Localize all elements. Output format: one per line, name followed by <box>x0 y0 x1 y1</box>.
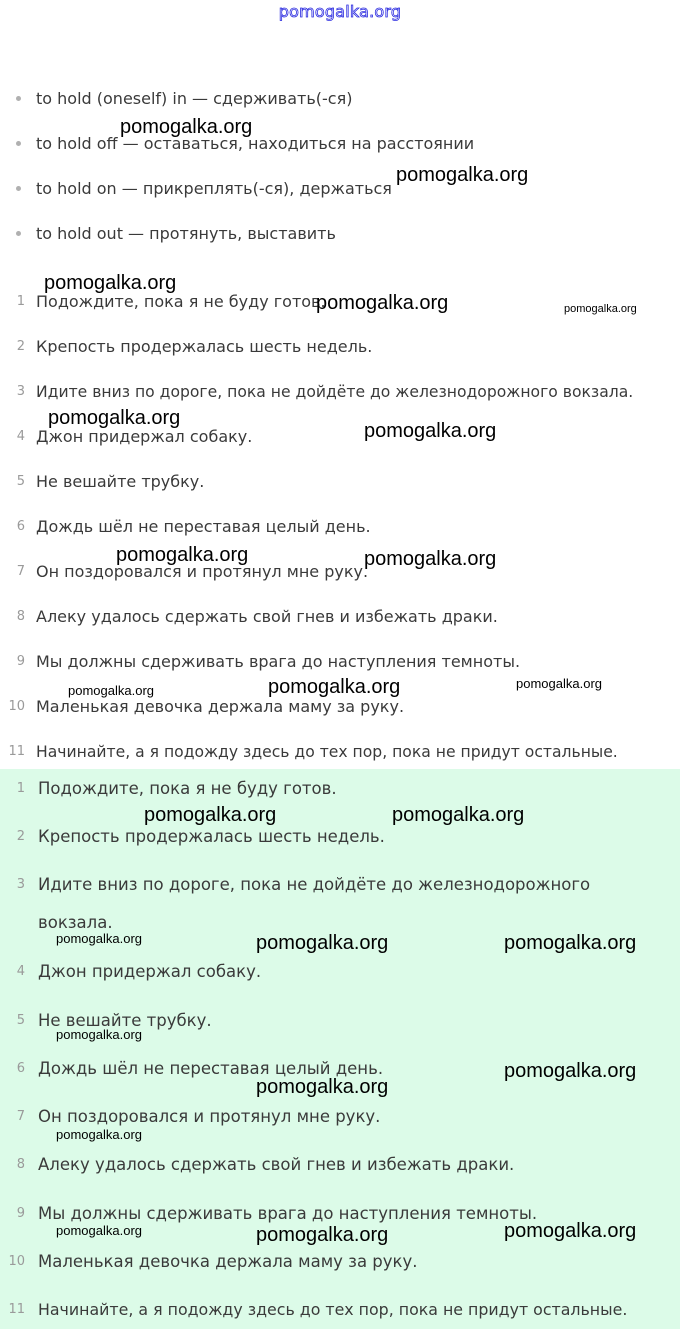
item-text: Алеку удалось сдержать свой гнев и избежать драки. <box>36 607 498 626</box>
item-text: Не вешайте трубку. <box>36 472 205 491</box>
item-text: Он поздоровался и протянул мне руку. <box>36 562 369 581</box>
watermark: pomogalka.org <box>116 544 249 566</box>
item-number: 11 <box>8 744 25 759</box>
watermark: pomogalka.org <box>68 683 154 698</box>
exercise-item <box>0 605 680 629</box>
item-number: 2 <box>16 339 25 354</box>
phrasal-verb-item <box>0 177 680 201</box>
phrasal-verb-text: to hold out — протянуть, выставить <box>36 224 336 243</box>
watermark: pomogalka.org <box>504 1220 637 1242</box>
watermark: pomogalka.org <box>56 1223 142 1238</box>
site-header <box>0 0 680 24</box>
watermark: pomogalka.org <box>56 1127 142 1142</box>
item-number: 5 <box>16 474 25 489</box>
item-text: Дождь шёл не переставая целый день. <box>38 1059 384 1078</box>
watermark: pomogalka.org <box>396 164 529 186</box>
item-text: Идите вниз по дороге, пока не дойдёте до железнодорожного вокзала. <box>36 383 634 401</box>
site-logo[interactable]: pomogalka.org <box>278 2 402 21</box>
item-text: Алеку удалось сдержать свой гнев и избежать драки. <box>38 1155 515 1174</box>
item-number: 2 <box>16 829 25 844</box>
item-text: Дождь шёл не переставая целый день. <box>36 517 371 536</box>
item-number: 11 <box>8 1302 25 1317</box>
item-text: Начинайте, а я подожду здесь до тех пор, пока не придут остальные. <box>38 1300 628 1319</box>
item-number: 7 <box>16 1109 25 1124</box>
item-number: 1 <box>16 781 25 796</box>
item-number: 3 <box>16 384 25 399</box>
exercise-item <box>0 515 680 539</box>
watermark: pomogalka.org <box>268 676 401 698</box>
item-text: Подождите, пока я не буду готов. <box>36 292 326 311</box>
item-text: Не вешайте трубку. <box>38 1011 212 1030</box>
phrasal-verb-item <box>0 87 680 111</box>
watermark: pomogalka.org <box>504 1060 637 1082</box>
item-number: 6 <box>16 1061 25 1076</box>
item-text: Идите вниз по дороге, пока не дойдёте до железнодорожного вокзала. <box>38 875 591 932</box>
item-number: 6 <box>16 519 25 534</box>
exercise-item <box>0 335 680 359</box>
watermark: pomogalka.org <box>144 804 277 826</box>
phrasal-verb-text: to hold (oneself) in — сдерживать(-ся) <box>36 89 353 108</box>
exercise-item <box>0 650 680 674</box>
item-number: 4 <box>16 964 25 979</box>
exercise-item <box>0 380 680 404</box>
bullet-dot-icon <box>16 96 21 101</box>
item-number: 10 <box>8 1254 25 1269</box>
item-text: Крепость продержалась шесть недель. <box>38 827 385 846</box>
item-text: Он поздоровался и протянул мне руку. <box>38 1107 381 1126</box>
item-number: 8 <box>16 609 25 624</box>
exercise-item <box>0 695 680 719</box>
item-number: 7 <box>16 564 25 579</box>
watermark: pomogalka.org <box>256 932 389 954</box>
watermark: pomogalka.org <box>256 1224 389 1246</box>
watermark: pomogalka.org <box>364 548 497 570</box>
exercise-item <box>0 560 680 584</box>
watermark: pomogalka.org <box>56 1027 142 1042</box>
watermark: pomogalka.org <box>392 804 525 826</box>
item-number: 4 <box>16 429 25 444</box>
item-text: Начинайте, а я подожду здесь до тех пор, пока не придут остальные. <box>36 743 618 761</box>
watermark: pomogalka.org <box>564 303 637 315</box>
watermark: pomogalka.org <box>44 272 177 294</box>
item-text: Маленькая девочка держала маму за руку. <box>38 1252 418 1271</box>
bullet-dot-icon <box>16 231 21 236</box>
exercise-item <box>0 470 680 494</box>
watermark: pomogalka.org <box>504 932 637 954</box>
item-text: Крепость продержалась шесть недель. <box>36 337 373 356</box>
phrasal-verb-item <box>0 222 680 246</box>
item-text: Маленькая девочка держала маму за руку. <box>36 697 405 716</box>
watermark: pomogalka.org <box>56 931 142 946</box>
watermark: pomogalka.org <box>316 292 449 314</box>
item-text: Мы должны сдерживать врага до наступления темноты. <box>36 652 521 671</box>
item-text: Мы должны сдерживать врага до наступления темноты. <box>38 1204 538 1223</box>
watermark: pomogalka.org <box>256 1076 389 1098</box>
item-number: 1 <box>16 294 25 309</box>
item-number: 9 <box>16 1206 25 1221</box>
phrasal-verb-text: to hold on — прикреплять(-ся), держаться <box>36 179 392 198</box>
item-number: 9 <box>16 654 25 669</box>
item-text: Подождите, пока я не буду готов. <box>38 779 337 798</box>
phrasal-verb-item <box>0 132 680 156</box>
watermark: pomogalka.org <box>48 407 181 429</box>
phrasal-verb-text: to hold off — оставаться, находиться на расстоянии <box>36 134 475 153</box>
item-number: 8 <box>16 1157 25 1172</box>
item-number: 5 <box>16 1013 25 1028</box>
item-text: Джон придержал собаку. <box>38 962 262 981</box>
exercise-item <box>0 740 680 764</box>
item-number: 10 <box>8 699 25 714</box>
watermark: pomogalka.org <box>120 116 253 138</box>
watermark: pomogalka.org <box>516 676 602 691</box>
item-number: 3 <box>16 877 25 892</box>
watermark: pomogalka.org <box>364 420 497 442</box>
bullet-dot-icon <box>16 186 21 191</box>
item-text: Джон придержал собаку. <box>36 427 253 446</box>
bullet-dot-icon <box>16 141 21 146</box>
